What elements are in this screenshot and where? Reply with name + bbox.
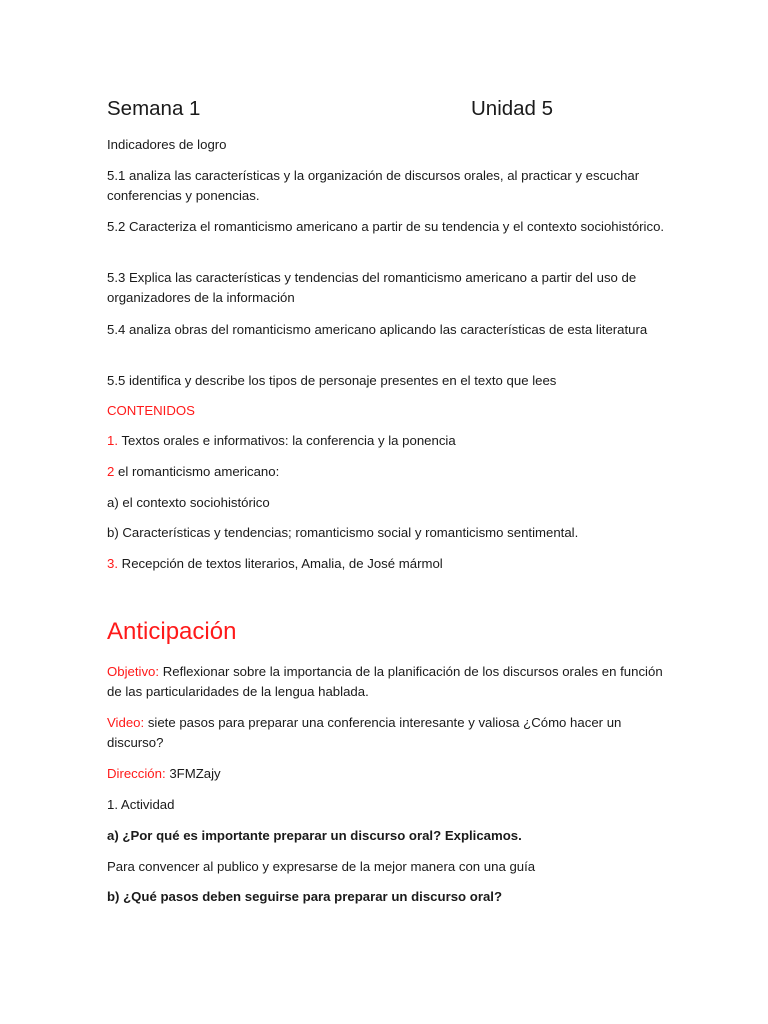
indicator-5-5: 5.5 identifica y describe los tipos de personaje presentes en el texto que lees xyxy=(107,373,557,388)
activity-title: 1. Actividad xyxy=(107,797,175,812)
content-item-2-text: el romanticismo americano: xyxy=(118,464,280,479)
address-text: 3FMZajy xyxy=(169,766,221,781)
question-a: a) ¿Por qué es importante preparar un discurso oral? Explicamos. xyxy=(107,828,522,843)
indicator-5-2: 5.2 Caracteriza el romanticismo americano a partir de su tendencia y el contexto sociohistórico. xyxy=(107,219,665,234)
content-item-1-number: 1. xyxy=(107,433,118,448)
content-item-2b: b) Características y tendencias; romanticismo social y romanticismo sentimental. xyxy=(107,525,579,540)
content-item-2a: a) el contexto sociohistórico xyxy=(107,495,270,510)
unit-heading: Unidad 5 xyxy=(471,97,554,120)
content-item-3-number: 3. xyxy=(107,556,118,571)
content-item-1-text: Textos orales e informativos: la conferencia y la ponencia xyxy=(121,433,456,448)
indicator-5-4: 5.4 analiza obras del romanticismo americano aplicando las características de esta literatura xyxy=(107,322,648,337)
video-paragraph xyxy=(107,713,667,753)
objective-paragraph xyxy=(107,662,667,702)
objective-text: Reflexionar sobre la importancia de la planificación de los discursos orales en función de las particularidades de la lengua hablada. xyxy=(107,664,663,699)
indicator-5-3: 5.3 Explica las características y tendencias del romanticismo americano a partir del uso de organizadores de la información xyxy=(107,270,637,305)
indicators-title: Indicadores de logro xyxy=(107,137,227,152)
week-heading: Semana 1 xyxy=(107,97,201,120)
objective-label: Objetivo: xyxy=(107,664,160,679)
question-b: b) ¿Qué pasos deben seguirse para preparar un discurso oral? xyxy=(107,889,503,904)
answer-a: Para convencer al publico y expresarse de la mejor manera con una guía xyxy=(107,859,536,874)
address-label: Dirección: xyxy=(107,766,166,781)
content-item-2 xyxy=(107,462,667,482)
content-item-3-text: Recepción de textos literarios, Amalia, de José mármol xyxy=(121,556,443,571)
video-text: siete pasos para preparar una conferencia interesante y valiosa ¿Cómo hacer un discurso? xyxy=(107,715,622,750)
anticipation-title: Anticipación xyxy=(107,618,237,645)
indicator-5-1: 5.1 analiza las características y la organización de discursos orales, al practicar y escuchar conferencias y ponencias. xyxy=(107,168,640,203)
video-label: Video: xyxy=(107,715,145,730)
address-line xyxy=(107,764,667,784)
contents-title: CONTENIDOS xyxy=(107,403,195,418)
content-item-3 xyxy=(107,554,667,574)
content-item-1 xyxy=(107,431,667,451)
content-item-2-number: 2 xyxy=(107,464,115,479)
